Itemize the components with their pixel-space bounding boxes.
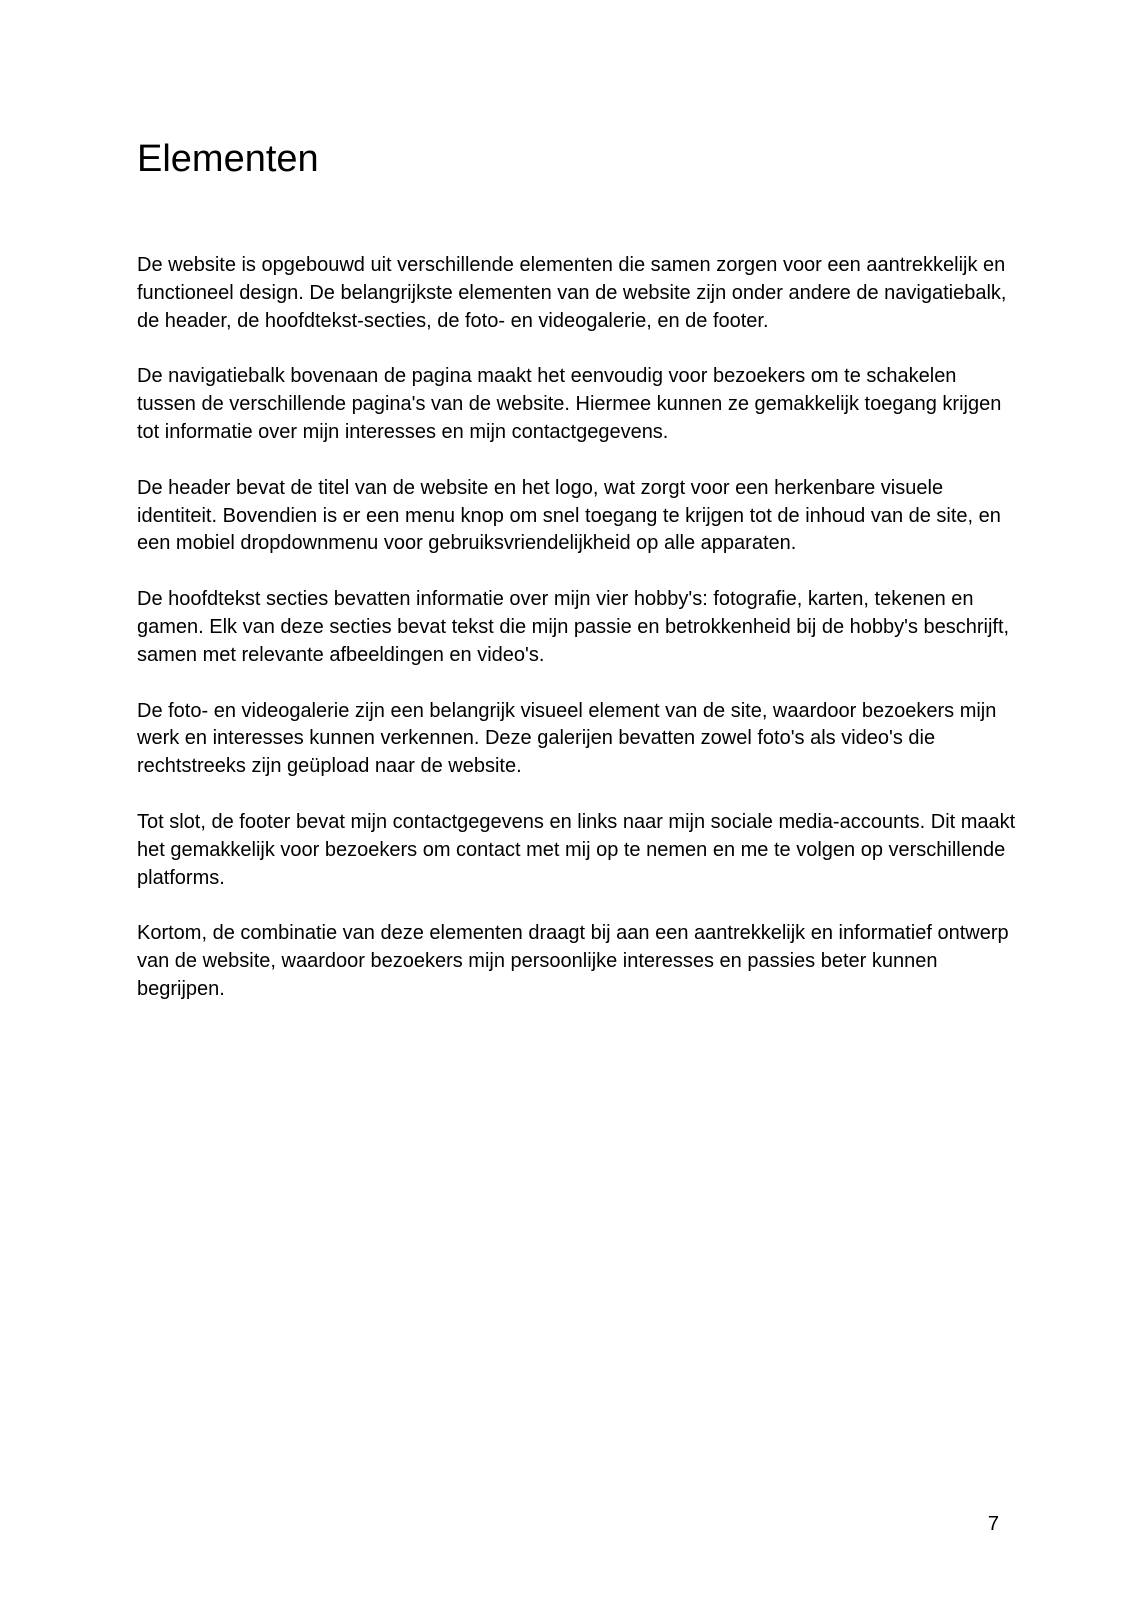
paragraph-navigatiebalk: De navigatiebalk bovenaan de pagina maakt het eenvoudig voor bezoekers om te schakelen tussen de verschillende pagina's van de website. Hiermee kunnen ze gemakkelijk toegang krijgen tot informatie over mijn interesses en mijn contactgegevens. bbox=[137, 365, 1002, 443]
paragraph-footer: Tot slot, de footer bevat mijn contactgegevens en links naar mijn sociale media-accounts. Dit maakt het gemakkelijk voor bezoekers om contact met mij op te nemen en me te volgen op verschillende platforms. bbox=[137, 810, 1016, 889]
paragraph-intro: De website is opgebouwd uit verschillende elementen die samen zorgen voor een aantrekkelijk en functioneel design. De belangrijkste elementen van de website zijn onder andere de navigatiebalk, de header, de hoofdtekst-secties, de foto- en videogalerie, en de footer. bbox=[137, 254, 1007, 332]
page-heading: Elementen bbox=[137, 138, 319, 180]
paragraph-hoofdtekst: De hoofdtekst secties bevatten informatie over mijn vier hobby's: fotografie, karten, tekenen en gamen. Elk van deze secties bevat tekst die mijn passie en betrokkenheid bij de hobby's beschrijft, samen met relevante afbeeldingen en video's. bbox=[137, 588, 1010, 666]
body-text bbox=[137, 252, 1017, 1032]
page-number: 7 bbox=[987, 1513, 999, 1535]
paragraph-conclusie: Kortom, de combinatie van deze elementen draagt bij aan een aantrekkelijk en informatief ontwerp van de website, waardoor bezoekers mijn persoonlijke interesses en passies beter kunnen begrijpen. bbox=[137, 922, 1009, 1000]
paragraph-header: De header bevat de titel van de website en het logo, wat zorgt voor een herkenbare visuele identiteit. Bovendien is er een menu knop om snel toegang te krijgen tot de inhoud van de site, en een mobiel dropdownmenu voor gebruiksvriendelijkheid op alle apparaten. bbox=[137, 476, 1001, 555]
paragraph-galerie: De foto- en videogalerie zijn een belangrijk visueel element van de site, waardoor bezoekers mijn werk en interesses kunnen verkennen. Deze galerijen bevatten zowel foto's als video's die rechtstreeks zijn geüpload naar de website. bbox=[137, 699, 997, 778]
